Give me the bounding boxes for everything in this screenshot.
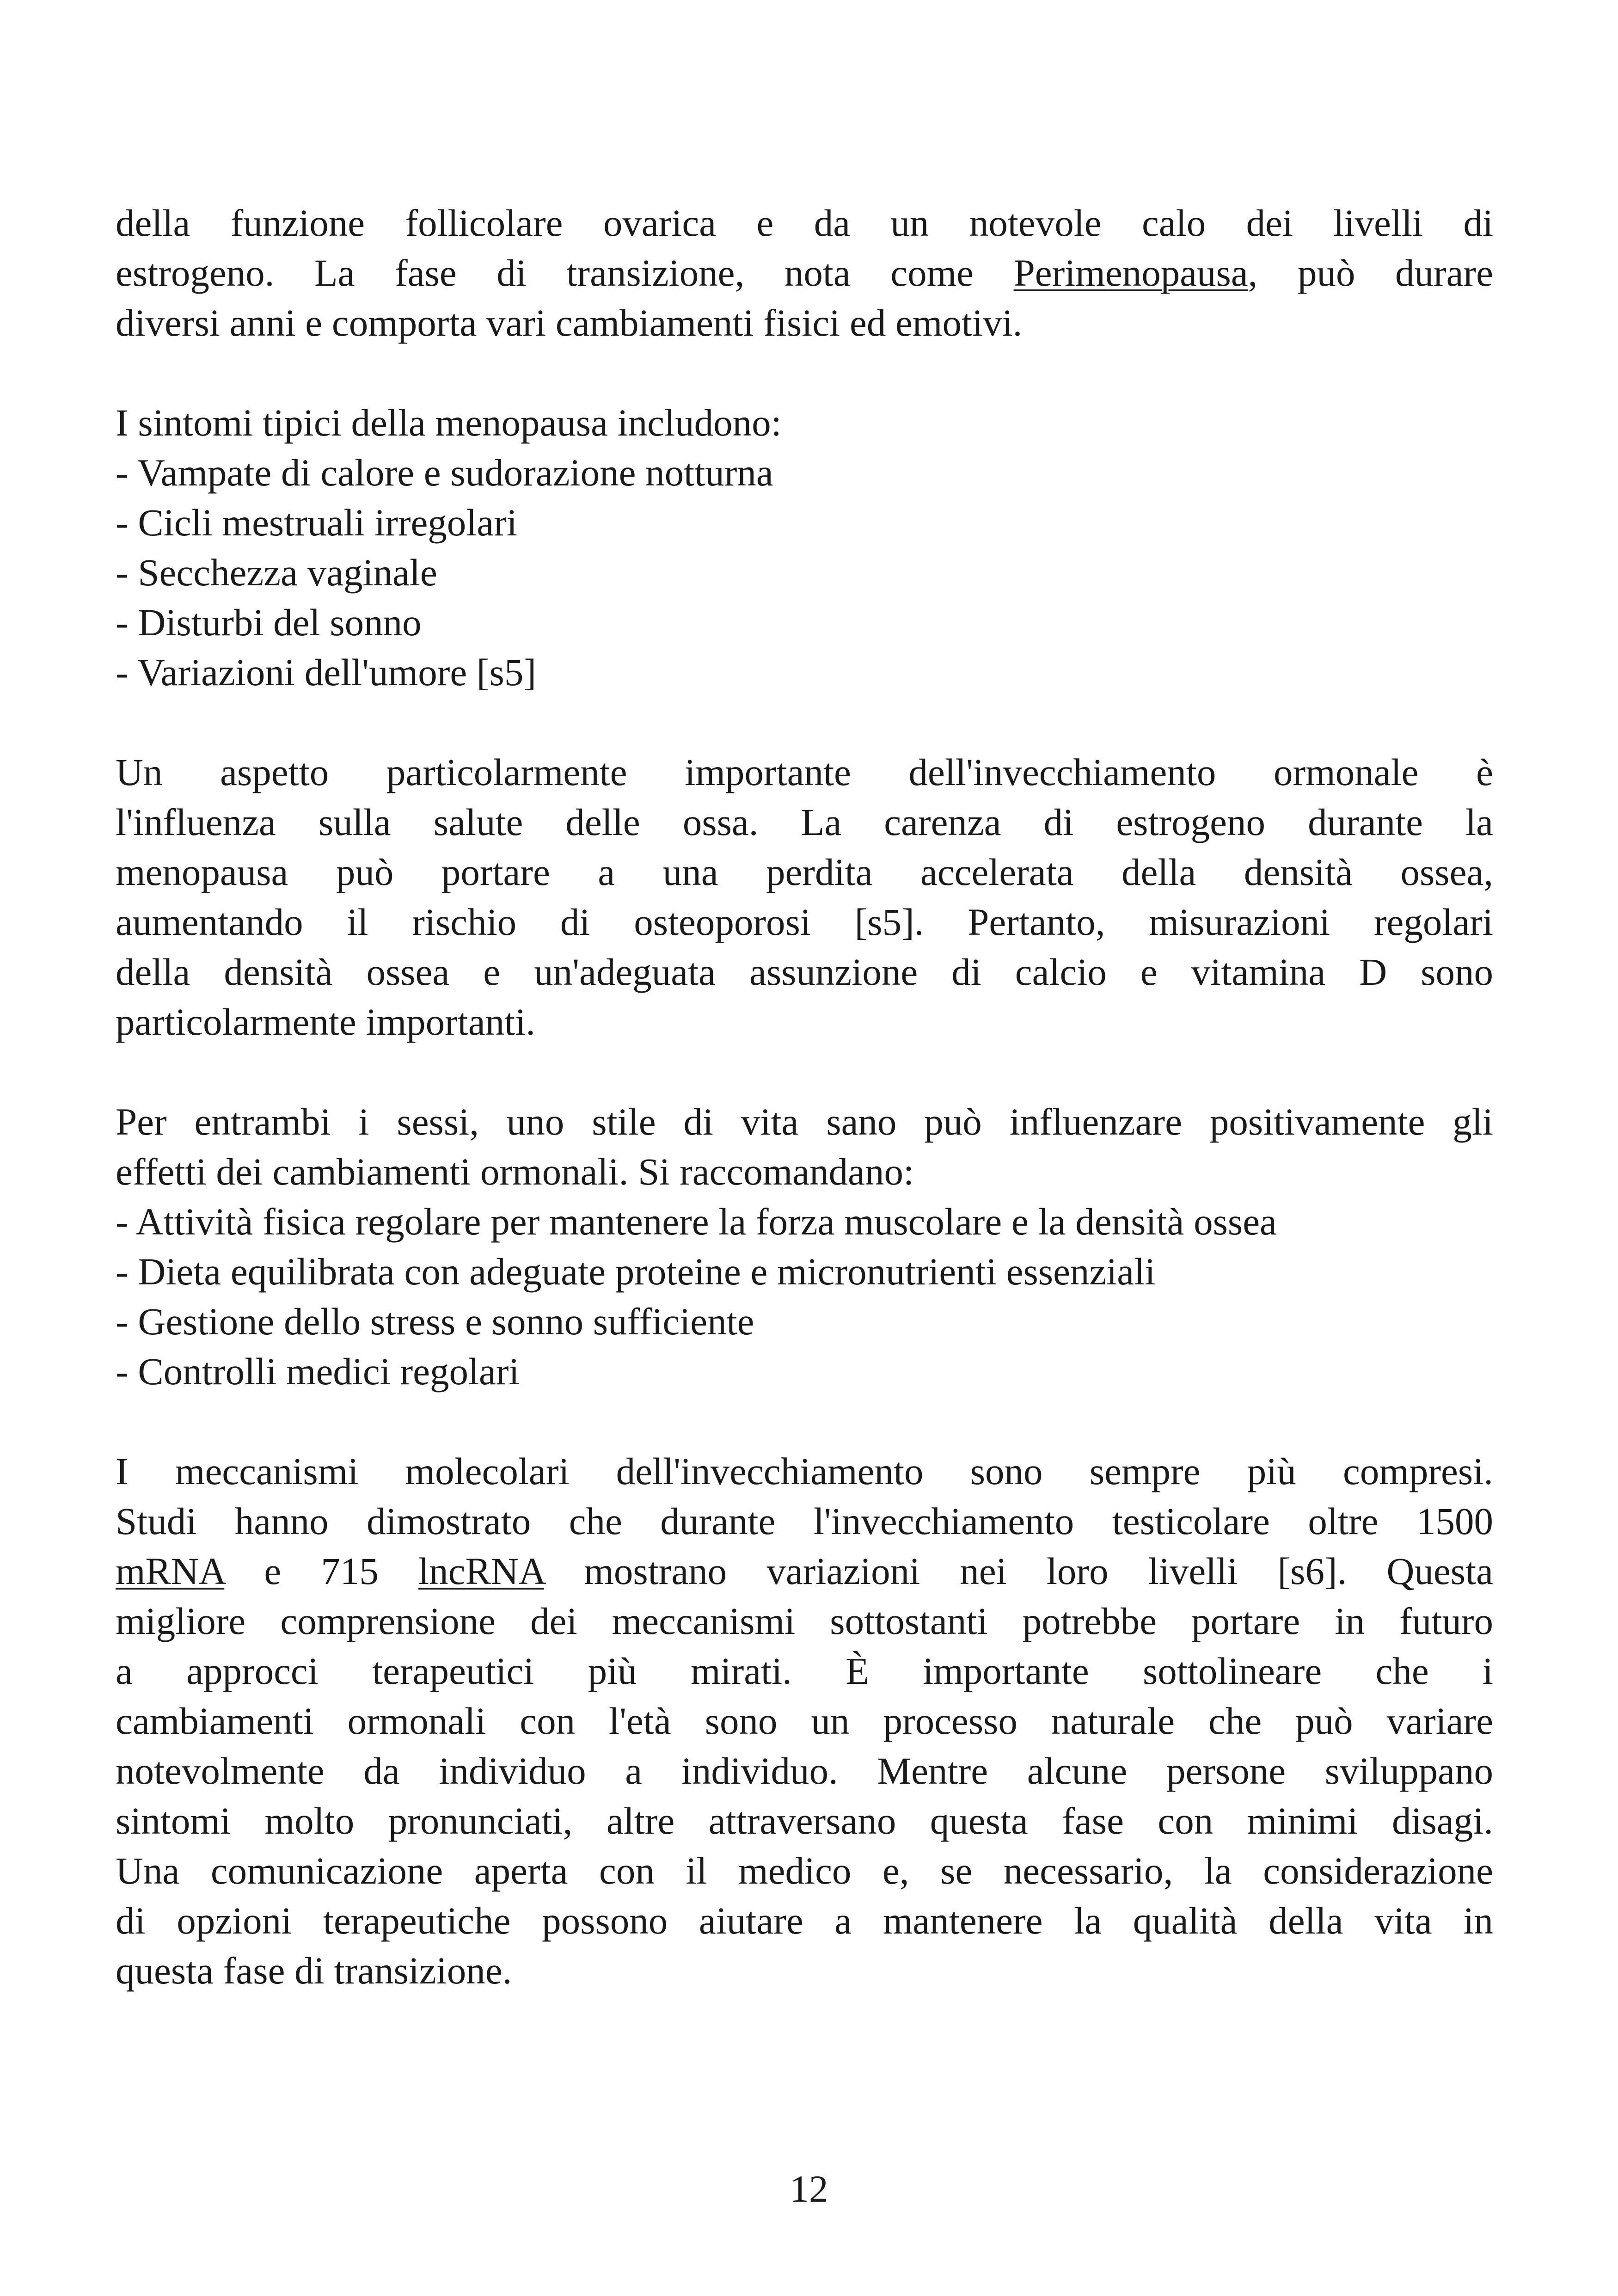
page-body <box>116 198 1493 1995</box>
text-line: sintomi molto pronunciati, altre attraversano questa fase con minimi disagi. <box>116 1799 1493 1842</box>
perimenopausa-link[interactable]: Perimenopausa <box>1013 252 1248 294</box>
symptoms-section <box>116 398 1493 697</box>
paragraph-gap <box>116 348 1493 398</box>
list-item: - Variazioni dell'umore [s5] <box>116 651 537 694</box>
mrna-link[interactable]: mRNA <box>116 1550 225 1592</box>
text-line <box>116 1546 1493 1596</box>
text-line: Un aspetto particolarmente importante dell'invecchiamento ormonale è <box>116 751 1493 793</box>
text-line: Per entrambi i sessi, uno stile di vita sano può influenzare positivamente gli <box>116 1100 1493 1143</box>
text-line: della densità ossea e un'adeguata assunzione di calcio e vitamina D sono <box>116 951 1493 993</box>
text-line: particolarmente importanti. <box>116 1001 536 1043</box>
list-item: - Vampate di calore e sudorazione notturna <box>116 451 773 494</box>
list-item: - Secchezza vaginale <box>116 551 437 594</box>
paragraph-gap <box>116 1396 1493 1446</box>
text-line: aumentando il rischio di osteoporosi [s5]. Pertanto, misurazioni regolari <box>116 901 1493 943</box>
text-line: Una comunicazione aperta con il medico e, se necessario, la considerazione <box>116 1849 1493 1892</box>
lncrna-link[interactable]: lncRNA <box>418 1550 545 1592</box>
symptoms-intro: I sintomi tipici della menopausa includono: <box>116 401 782 444</box>
text-segment: e 715 <box>224 1550 419 1592</box>
text-line <box>116 248 1493 298</box>
paragraph-molecular <box>116 1446 1493 1995</box>
text-line: l'influenza sulla salute delle ossa. La carenza di estrogeno durante la <box>116 801 1493 843</box>
text-segment: mostrano variazioni nei loro livelli [s6]. Questa <box>544 1550 1493 1592</box>
list-item: - Cicli mestruali irregolari <box>116 501 517 544</box>
list-item: - Attività fisica regolare per mantenere la forza muscolare e la densità ossea <box>116 1200 1277 1243</box>
text-segment: , può durare <box>1248 252 1493 294</box>
paragraph-menopause-intro <box>116 198 1493 348</box>
paragraph-gap <box>116 697 1493 747</box>
list-item: - Gestione dello stress e sonno sufficiente <box>116 1300 754 1343</box>
text-line: di opzioni terapeutiche possono aiutare a mantenere la qualità della vita in <box>116 1899 1493 1942</box>
list-item: - Disturbi del sonno <box>116 601 422 644</box>
text-line: diversi anni e comporta vari cambiamenti fisici ed emotivi. <box>116 301 1023 344</box>
text-line: menopausa può portare a una perdita accelerata della densità ossea, <box>116 851 1493 893</box>
text-line: Studi hanno dimostrato che durante l'invecchiamento testicolare oltre 1500 <box>116 1500 1493 1542</box>
text-line: notevolmente da individuo a individuo. Mentre alcune persone sviluppano <box>116 1750 1493 1792</box>
text-line: I meccanismi molecolari dell'invecchiamento sono sempre più compresi. <box>116 1450 1493 1492</box>
page-number: 12 <box>790 2167 828 2210</box>
text-segment: estrogeno. La fase di transizione, nota come <box>116 252 974 294</box>
text-line: questa fase di transizione. <box>116 1949 512 1992</box>
list-item: - Controlli medici regolari <box>116 1350 520 1393</box>
text-line: migliore comprensione dei meccanismi sottostanti potrebbe portare in futuro <box>116 1600 1493 1642</box>
text-line: a approcci terapeutici più mirati. È importante sottolineare che i <box>116 1650 1493 1692</box>
list-item: - Dieta equilibrata con adeguate proteine e micronutrienti essenziali <box>116 1250 1156 1293</box>
lifestyle-section <box>116 1097 1493 1396</box>
text-line: effetti dei cambiamenti ormonali. Si raccomandano: <box>116 1150 914 1193</box>
paragraph-bone-health <box>116 747 1493 1047</box>
text-line: della funzione follicolare ovarica e da un notevole calo dei livelli di <box>116 202 1493 244</box>
text-line: cambiamenti ormonali con l'età sono un processo naturale che può variare <box>116 1700 1493 1742</box>
paragraph-gap <box>116 1047 1493 1097</box>
